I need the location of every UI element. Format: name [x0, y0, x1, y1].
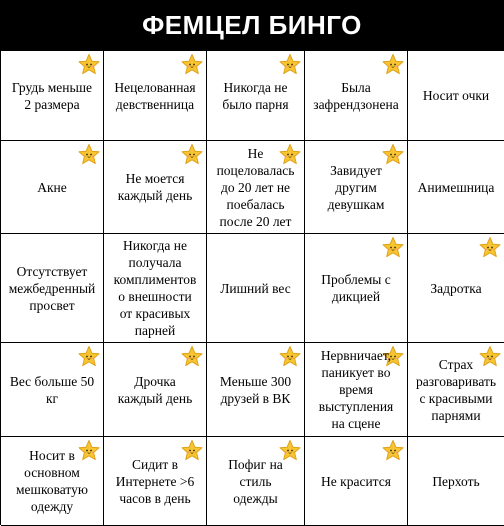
bingo-cell[interactable]: [207, 343, 305, 437]
star-icon: [77, 345, 101, 369]
star-icon: [180, 143, 204, 167]
bingo-cell[interactable]: [1, 51, 104, 141]
bingo-cell-label: Была зафрендзонена: [313, 79, 399, 112]
bingo-cell[interactable]: [408, 343, 504, 437]
bingo-cell[interactable]: [408, 51, 504, 141]
bingo-cell[interactable]: [1, 437, 104, 526]
bingo-cell[interactable]: [207, 51, 305, 141]
bingo-cell-label: Завидует другим девушкам: [327, 162, 385, 212]
bingo-cell-label: Меньше 300 друзей в ВК: [219, 373, 292, 406]
bingo-cell-label: Никогда не было парня: [222, 79, 289, 112]
star-icon: [180, 345, 204, 369]
bingo-cell[interactable]: [104, 51, 207, 141]
bingo-cell-label: Задротка: [430, 280, 482, 296]
bingo-cell-label: Страх разговаривать с красивыми парнями: [415, 356, 497, 423]
bingo-cell[interactable]: [104, 343, 207, 437]
bingo-cell[interactable]: [305, 141, 408, 234]
bingo-cell[interactable]: [408, 437, 504, 526]
bingo-cell[interactable]: [104, 141, 207, 234]
star-icon: [77, 53, 101, 77]
bingo-cell[interactable]: [305, 343, 408, 437]
bingo-cell[interactable]: [1, 343, 104, 437]
bingo-cell-label: Грудь меньше 2 размера: [11, 79, 93, 112]
bingo-title: ФЕМЦЕЛ БИНГО: [0, 0, 504, 50]
bingo-cell[interactable]: [207, 141, 305, 234]
bingo-cell[interactable]: [408, 234, 504, 343]
bingo-cell[interactable]: [408, 141, 504, 234]
star-icon: [381, 53, 405, 77]
bingo-cell-label: Проблемы с дикцией: [321, 272, 391, 304]
bingo-cell-label: Пофиг на стиль одежды: [228, 456, 283, 506]
star-icon: [77, 143, 101, 167]
bingo-cell[interactable]: [305, 51, 408, 141]
bingo-cell[interactable]: [1, 141, 104, 234]
bingo-cell-label: Нервничает, паникует во время выступления на сцене: [318, 348, 394, 431]
bingo-cell-label: Акне: [37, 179, 67, 195]
star-icon: [381, 143, 405, 167]
star-icon: [180, 53, 204, 77]
bingo-cell-label: Перхоть: [432, 473, 480, 489]
bingo-cell[interactable]: [305, 234, 408, 343]
bingo-cell-label: Нецелованная девственница: [114, 79, 196, 112]
bingo-cell-label: Никогда не получала комплиментов о внешности от красивых парней: [113, 238, 197, 338]
bingo-cell-label: Не поцеловалась до 20 лет не поебалась после 20 лет: [216, 145, 295, 229]
bingo-cell[interactable]: [104, 234, 207, 343]
star-icon: [478, 236, 502, 260]
bingo-cell-label: Дрочка каждый день: [117, 373, 193, 406]
star-icon: [278, 345, 302, 369]
bingo-cell[interactable]: [1, 234, 104, 343]
bingo-cell-label: Отсутствует межбедренный просвет: [8, 263, 96, 313]
star-icon: [381, 236, 405, 260]
bingo-cell[interactable]: [104, 437, 207, 526]
bingo-cell-label: Носит очки: [422, 88, 490, 103]
bingo-cell-label: Носит в основном мешковатую одежду: [16, 448, 88, 514]
bingo-cell[interactable]: [207, 437, 305, 526]
bingo-cell[interactable]: [305, 437, 408, 526]
bingo-cell-label: Вес больше 50 кг: [9, 373, 95, 406]
bingo-cell-label: Не красится: [321, 473, 391, 489]
bingo-cell-label: Не моется каждый день: [117, 171, 193, 203]
bingo-grid: [0, 50, 504, 525]
bingo-cell[interactable]: [207, 234, 305, 343]
star-icon: [381, 439, 405, 463]
star-icon: [278, 53, 302, 77]
bingo-cell-label: Сидит в Интернете >6 часов в день: [115, 456, 195, 506]
bingo-cell-label: Лишний вес: [220, 280, 291, 296]
bingo-cell-label: Анимешница: [417, 179, 495, 195]
